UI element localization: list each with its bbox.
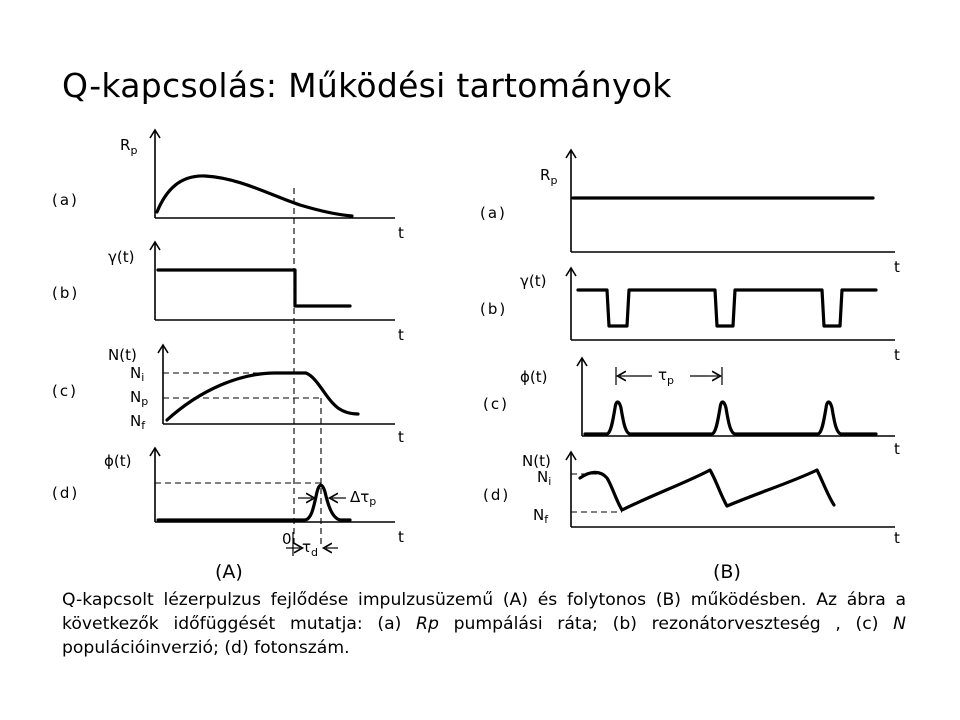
population-curve [167,373,358,420]
panel-b-row-c [483,358,900,458]
row-label-d: (d) [52,484,80,502]
t-label: t [398,224,404,242]
population-sawtooth [580,470,834,510]
dtau-label: $\Delta\tau_p$ [350,488,377,508]
t-label: t [894,258,900,276]
phi-label: ϕ(t) [104,452,132,470]
panel-a-row-d [52,448,404,559]
taup-label: $\tau_p$ [658,366,675,387]
panel-label-b: (B) [713,561,741,583]
nf-label: $N_f$ [130,412,146,432]
zero-label: 0 [282,530,292,548]
row-label-a: (a) [480,204,507,222]
t-label: t [894,440,900,458]
row-label-b: (b) [480,300,508,318]
gamma-label: γ(t) [108,248,135,266]
rp-label: $R_p$ [120,136,138,157]
t-label: t [398,428,404,446]
pump-rate-curve [157,176,352,216]
np-label: $N_p$ [130,388,149,408]
tau-d-label: $\tau_d$ [302,538,319,559]
page-title: Q-kapcsolás: Működési tartományok [62,66,672,105]
n-label: N(t) [522,452,551,470]
row-label-c: (c) [52,382,78,400]
t-label: t [894,529,900,547]
nf-label: $N_f$ [533,506,549,526]
panel-b-row-b [480,268,900,364]
gamma-label: γ(t) [520,272,547,290]
ni-label: $N_i$ [130,364,145,384]
rp-label: $R_p$ [540,166,558,187]
row-label-d: (d) [483,486,511,504]
t-label: t [894,346,900,364]
n-label: N(t) [108,346,137,364]
figure-caption: Q-kapcsolt lézerpulzus fejlődése impulzusüzemű (A) és folytonos (B) működésben. Az ábra a következők időfüggését mutatja: (a) Rp pumpálási ráta; (b) rezonátorveszteség , (c) N populációinverzió; (d) fotonszám. [62,590,906,658]
t-label: t [398,528,404,546]
row-label-b: (b) [52,284,80,302]
panel-a-row-b [52,242,404,344]
ni-label: $N_i$ [537,468,552,488]
loss-curve [158,270,350,306]
loss-switching [578,290,876,326]
panel-b-row-a [480,150,900,276]
phi-label: ϕ(t) [520,368,548,386]
t-label: t [398,326,404,344]
row-label-c: (c) [483,395,509,413]
panel-a-row-c [52,345,404,446]
panel-a-row-a [52,130,404,242]
row-label-a: (a) [52,191,79,209]
panel-label-a: (A) [215,561,243,583]
photon-pulse-train [585,402,876,434]
panel-b-row-d [483,452,900,547]
